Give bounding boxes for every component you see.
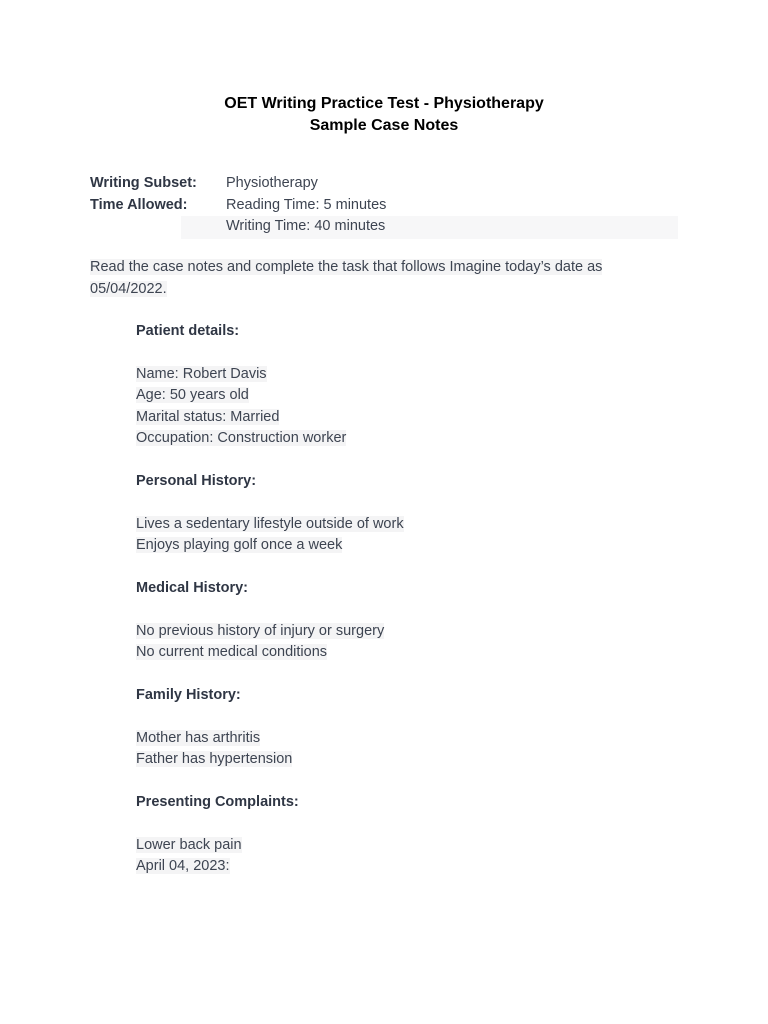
section-heading: Presenting Complaints: [136, 794, 299, 811]
reading-time: Reading Time: 5 minutes [226, 196, 387, 213]
section-heading: Medical History: [136, 580, 248, 597]
section-patient-details [136, 321, 656, 471]
note-line: Father has hypertension [136, 751, 293, 768]
intro-text [90, 257, 650, 300]
note-line: Lives a sedentary lifestyle outside of work [136, 515, 404, 532]
note-line: Enjoys playing golf once a week [136, 537, 343, 554]
subset-label: Writing Subset: [90, 175, 197, 191]
section-heading: Patient details: [136, 323, 240, 339]
note-line: Marital status: Married [136, 408, 280, 425]
time-label: Time Allowed: [90, 196, 188, 213]
note-line: April 04, 2023: [136, 858, 230, 875]
test-meta [90, 173, 678, 238]
note-line: Mother has arthritis [136, 729, 261, 746]
note-line: No current medical conditions [136, 644, 328, 661]
section-medical-history [136, 578, 656, 685]
note-line: Lower back pain [136, 836, 242, 853]
note-line: Name: Robert Davis [136, 365, 267, 382]
case-notes [136, 321, 656, 878]
subset-value: Physiotherapy [226, 175, 318, 191]
title-block [0, 93, 768, 137]
section-personal-history [136, 471, 656, 578]
document-title: OET Writing Practice Test - Physiotherapy [224, 95, 544, 112]
intro-paragraph: Read the case notes and complete the task that follows Imagine today’s date as 05/04/2022. [90, 259, 603, 297]
meta-row-subset [90, 173, 678, 195]
document-subtitle: Sample Case Notes [309, 117, 459, 134]
note-line: No previous history of injury or surgery [136, 622, 385, 639]
section-heading: Family History: [136, 687, 241, 704]
note-line: Occupation: Construction worker [136, 430, 347, 447]
meta-row-time [90, 195, 678, 217]
writing-time: Writing Time: 40 minutes [226, 218, 386, 235]
section-heading: Personal History: [136, 473, 257, 490]
meta-row-writing-time [90, 216, 678, 238]
section-family-history [136, 685, 656, 792]
note-line: Age: 50 years old [136, 387, 249, 404]
section-presenting-complaints [136, 792, 656, 878]
